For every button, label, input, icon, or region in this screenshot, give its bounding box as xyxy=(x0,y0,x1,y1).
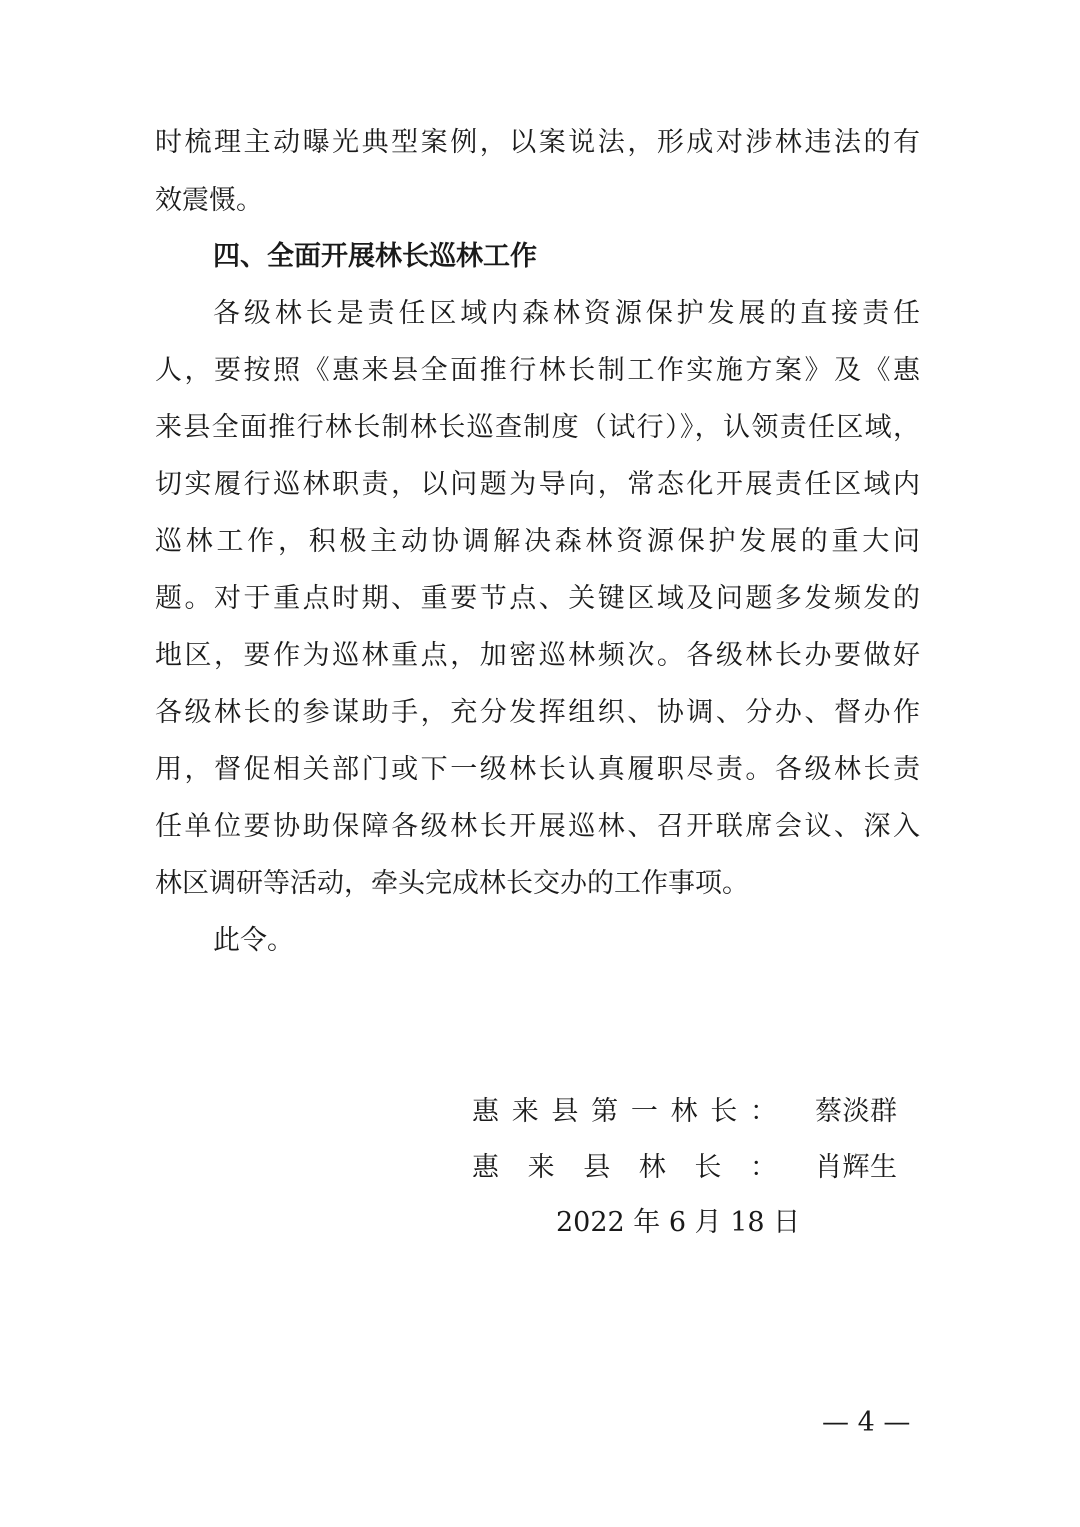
signature-title: 惠来县第一林长： xyxy=(472,1096,777,1127)
text-line: 用，督促相关部门或下一级林长认真履职尽责。各级林长责 xyxy=(155,754,920,785)
page-number: — 4 — xyxy=(822,1407,911,1438)
text-line: 巡林工作，积极主动协调解决森林资源保护发展的重大问 xyxy=(155,526,920,557)
text-line: 时梳理主动曝光典型案例，以案说法，形成对涉林违法的有 xyxy=(155,127,920,158)
text-line: 林区调研等活动，牵头完成林长交办的工作事项。 xyxy=(155,868,749,899)
text-line: 题。对于重点时期、重要节点、关键区域及问题多发频发的 xyxy=(155,583,920,614)
closing-text: 此令。 xyxy=(213,925,294,956)
signature-title: 惠来县林长： xyxy=(472,1152,777,1183)
section-heading: 四、全面开展林长巡林工作 xyxy=(213,241,537,272)
text-line: 各级林长的参谋助手，充分发挥组织、协调、分办、督办作 xyxy=(155,697,920,728)
issue-date: 2022 年 6 月 18 日 xyxy=(556,1207,801,1238)
signature-name: 肖辉生 xyxy=(815,1152,897,1183)
text-line: 地区，要作为巡林重点，加密巡林频次。各级林长办要做好 xyxy=(155,640,920,671)
signature-name: 蔡淡群 xyxy=(815,1096,897,1127)
text-line: 人，要按照《惠来县全面推行林长制工作实施方案》及《惠 xyxy=(155,355,920,386)
text-line: 来县全面推行林长制林长巡查制度（试行）》，认领责任区域， xyxy=(155,412,920,443)
text-line: 各级林长是责任区域内森林资源保护发展的直接责任 xyxy=(213,298,920,329)
text-line: 任单位要协助保障各级林长开展巡林、召开联席会议、深入 xyxy=(155,811,920,842)
text-line: 切实履行巡林职责，以问题为导向，常态化开展责任区域内 xyxy=(155,469,920,500)
text-line: 效震慑。 xyxy=(155,185,263,216)
